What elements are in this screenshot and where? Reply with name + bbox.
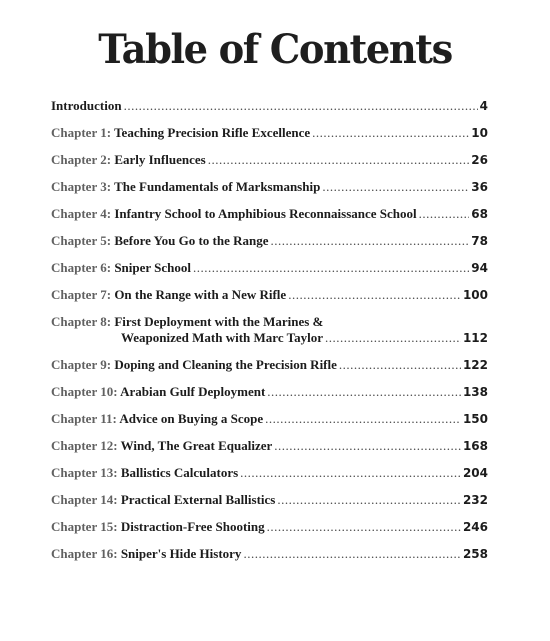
entry-name: Wind, The Great Equalizer — [120, 438, 273, 453]
dot-leader — [267, 519, 461, 535]
page-number: 112 — [462, 331, 488, 345]
chapter-label: Chapter 11: — [51, 411, 117, 426]
dot-leader — [267, 384, 461, 400]
toc-entry-chapter-8[interactable] — [51, 314, 488, 346]
page-number: 232 — [462, 493, 488, 507]
page-number: 94 — [471, 261, 488, 275]
dot-leader — [271, 233, 470, 249]
chapter-label: Chapter 9: — [51, 357, 112, 372]
page-title: Table of Contents — [98, 26, 452, 73]
toc-entry-chapter-9[interactable] — [51, 357, 488, 373]
toc-entry-chapter-12[interactable] — [51, 438, 488, 454]
dot-leader — [243, 546, 461, 562]
entry-name: Infantry School to Amphibious Reconnaissance School — [114, 206, 417, 221]
toc-entry-chapter-5[interactable] — [51, 233, 488, 249]
toc-entry-chapter-6[interactable] — [51, 260, 488, 276]
chapter-label: Chapter 2: — [51, 152, 112, 167]
page-number: 26 — [471, 153, 488, 167]
toc-entry-introduction[interactable] — [51, 98, 488, 114]
toc-entry-chapter-13[interactable] — [51, 465, 488, 481]
dot-leader — [312, 125, 469, 141]
chapter-label: Chapter 7: — [51, 287, 112, 302]
entry-name: Early Influences — [114, 152, 206, 167]
entry-name: Practical External Ballistics — [120, 492, 276, 507]
chapter-label: Chapter 4: — [51, 206, 112, 221]
page-number: 10 — [471, 126, 488, 140]
chapter-label: Chapter 5: — [51, 233, 112, 248]
toc-entry-chapter-16[interactable] — [51, 546, 488, 562]
entry-name: Arabian Gulf Deployment — [120, 384, 266, 399]
dot-leader — [277, 492, 461, 508]
entry-name: The Fundamentals of Marksmanship — [114, 179, 321, 194]
dot-leader — [193, 260, 469, 276]
page-number: 36 — [471, 180, 488, 194]
dot-leader — [274, 438, 461, 454]
page-number: 138 — [462, 385, 488, 399]
entry-name: Ballistics Calculators — [120, 465, 239, 480]
chapter-label: Chapter 6: — [51, 260, 112, 275]
toc-entry-chapter-7[interactable] — [51, 287, 488, 303]
chapter-label: Chapter 14: — [51, 492, 118, 507]
chapter-label: Chapter 15: — [51, 519, 118, 534]
dot-leader — [322, 179, 469, 195]
entry-name: Sniper's Hide History — [120, 546, 242, 561]
entry-name: First Deployment with the Marines & — [114, 314, 324, 329]
page-number: 78 — [471, 234, 488, 248]
toc-entry-chapter-2[interactable] — [51, 152, 488, 168]
page-number: 246 — [462, 520, 488, 534]
dot-leader — [288, 287, 461, 303]
page-number: 150 — [462, 412, 488, 426]
chapter-label: Chapter 3: — [51, 179, 112, 194]
dot-leader — [208, 152, 470, 168]
toc-list — [51, 94, 488, 562]
entry-name: Distraction-Free Shooting — [120, 519, 265, 534]
page-number: 4 — [479, 99, 488, 113]
dot-leader — [325, 330, 461, 346]
toc-entry-chapter-11[interactable] — [51, 411, 488, 427]
toc-entry-chapter-10[interactable] — [51, 384, 488, 400]
entry-name: Teaching Precision Rifle Excellence — [114, 125, 311, 140]
entry-name: Introduction — [51, 98, 122, 113]
toc-entry-chapter-15[interactable] — [51, 519, 488, 535]
dot-leader — [124, 98, 478, 114]
dot-leader — [240, 465, 461, 481]
chapter-label: Chapter 13: — [51, 465, 118, 480]
chapter-label: Chapter 16: — [51, 546, 118, 561]
entry-name: Advice on Buying a Scope — [119, 411, 264, 426]
toc-entry-chapter-1[interactable] — [51, 125, 488, 141]
toc-entry-chapter-3[interactable] — [51, 179, 488, 195]
entry-name-line-2: Weaponized Math with Marc Taylor — [121, 330, 323, 345]
toc-entry-chapter-14[interactable] — [51, 492, 488, 508]
entry-name: On the Range with a New Rifle — [114, 287, 287, 302]
page-number: 100 — [462, 288, 488, 302]
page-number: 168 — [462, 439, 488, 453]
dot-leader — [339, 357, 461, 373]
dot-leader — [419, 206, 470, 222]
toc-entry-chapter-4[interactable] — [51, 206, 488, 222]
entry-name: Before You Go to the Range — [114, 233, 269, 248]
chapter-label: Chapter 8: — [51, 314, 112, 329]
chapter-label: Chapter 12: — [51, 438, 118, 453]
dot-leader — [265, 411, 461, 427]
page-number: 258 — [462, 547, 488, 561]
chapter-label: Chapter 10: — [51, 384, 118, 399]
entry-name: Doping and Cleaning the Precision Rifle — [114, 357, 337, 372]
page-number: 122 — [462, 358, 488, 372]
entry-name: Sniper School — [114, 260, 192, 275]
page-number: 204 — [462, 466, 488, 480]
page-number: 68 — [471, 207, 488, 221]
chapter-label: Chapter 1: — [51, 125, 112, 140]
